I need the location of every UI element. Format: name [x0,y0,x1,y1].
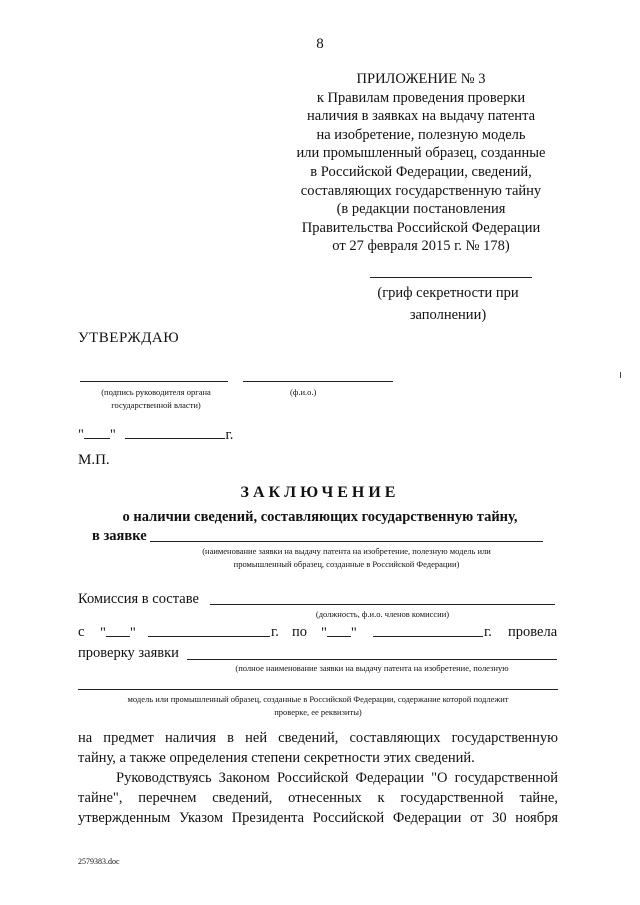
body-line: на предмет наличия в ней сведений, составляющих государственную [78,730,558,746]
appendix-line: составляющих государственную тайну [300,182,542,199]
full-caption-line1: модель или промышленный образец, созданные в Российской Федерации, содержание которой подлежит [127,694,509,704]
appendix-header [290,70,552,256]
quote-open: " [78,427,84,443]
application-label: в заявке [92,528,147,544]
secrecy-stamp-line1: (гриф секретности при [377,285,519,301]
secrecy-stamp-line2: заполнении) [409,307,487,323]
document-subtitle: о наличии сведений, составляющих государственную тайну, [122,509,518,525]
appendix-line: (в редакции постановления [336,201,506,218]
appendix-line: ПРИЛОЖЕНИЕ № 3 [356,71,486,87]
application-caption-line1: (наименование заявки на выдачу патента на изобретение, полезную модель или [202,546,491,556]
appendix-line: в Российской Федерации, сведений, [310,163,532,180]
period-g1: г. [271,624,279,640]
signature-caption [88,386,224,412]
footer-filename: 2579383.doc [78,857,120,866]
commission-caption: (должность, ф.и.о. членов комиссии) [315,609,450,619]
secrecy-stamp-caption [348,282,548,326]
month-blank [125,426,225,439]
appendix-line: от 27 февраля 2015 г. № 178) [332,238,510,255]
full-caption-line2: проверке, ее реквизиты) [274,707,362,717]
approval-date-row [78,426,233,444]
to-day: " " [321,625,357,641]
body-paragraph-2 [78,768,558,828]
period-to: по [292,624,308,640]
body-line: тайне", перечнем сведений, отнесенных к государственной тайне, [78,790,558,806]
signature-caption-line1: (подпись руководителя органа [101,387,211,397]
day-blank [84,426,110,439]
seal-label: М.П. [78,452,110,468]
to-month-line [373,624,483,637]
from-day: " " [100,625,136,641]
body-line: тайну, а также определения степени секретности этих сведений. [78,750,475,766]
appendix-line: или промышленный образец, созданные [296,145,546,162]
commission-blank [210,604,555,605]
period-conducted: провела [508,624,558,640]
application-blank [150,541,543,542]
body-line: Руководствуясь Законом Российской Федерации "О государственной [116,770,558,786]
body-paragraph-1 [78,728,558,768]
page-number: 8 [316,36,324,52]
name-caption: (ф.и.о.) [290,387,317,397]
signature-line [80,381,228,382]
margin-mark [620,372,621,378]
signature-caption-line2: государственной власти) [111,400,201,410]
body-line: утвержденным Указом Президента Российской Федерации от 30 ноября [78,810,558,826]
full-caption [78,693,558,719]
check-label: проверку заявки [78,645,179,661]
quote-close: " [109,427,116,443]
application-caption-line2: промышленный образец, созданные в Российской Федерации) [233,559,460,569]
appendix-line: к Правилам проведения проверки [316,89,526,106]
name-line [243,381,393,382]
period-g2: г. [484,624,492,640]
secrecy-stamp-line [370,277,532,278]
from-month-line [148,624,270,637]
application-caption [150,545,543,571]
document-title: ЗАКЛЮЧЕНИЕ [240,484,400,501]
year-suffix: г. [225,427,234,443]
check-blank [187,659,557,660]
approve-label: УТВЕРЖДАЮ [78,330,180,346]
appendix-line: Правительства Российской Федерации [301,219,541,236]
full-blank [78,689,558,690]
appendix-line: на изобретение, полезную модель [316,126,526,143]
period-from: с [78,624,85,640]
commission-label: Комиссия в составе [78,591,199,607]
check-caption: (полное наименование заявки на выдачу патента на изобретение, полезную [235,663,509,673]
appendix-line: наличия в заявках на выдачу патента [306,108,536,125]
